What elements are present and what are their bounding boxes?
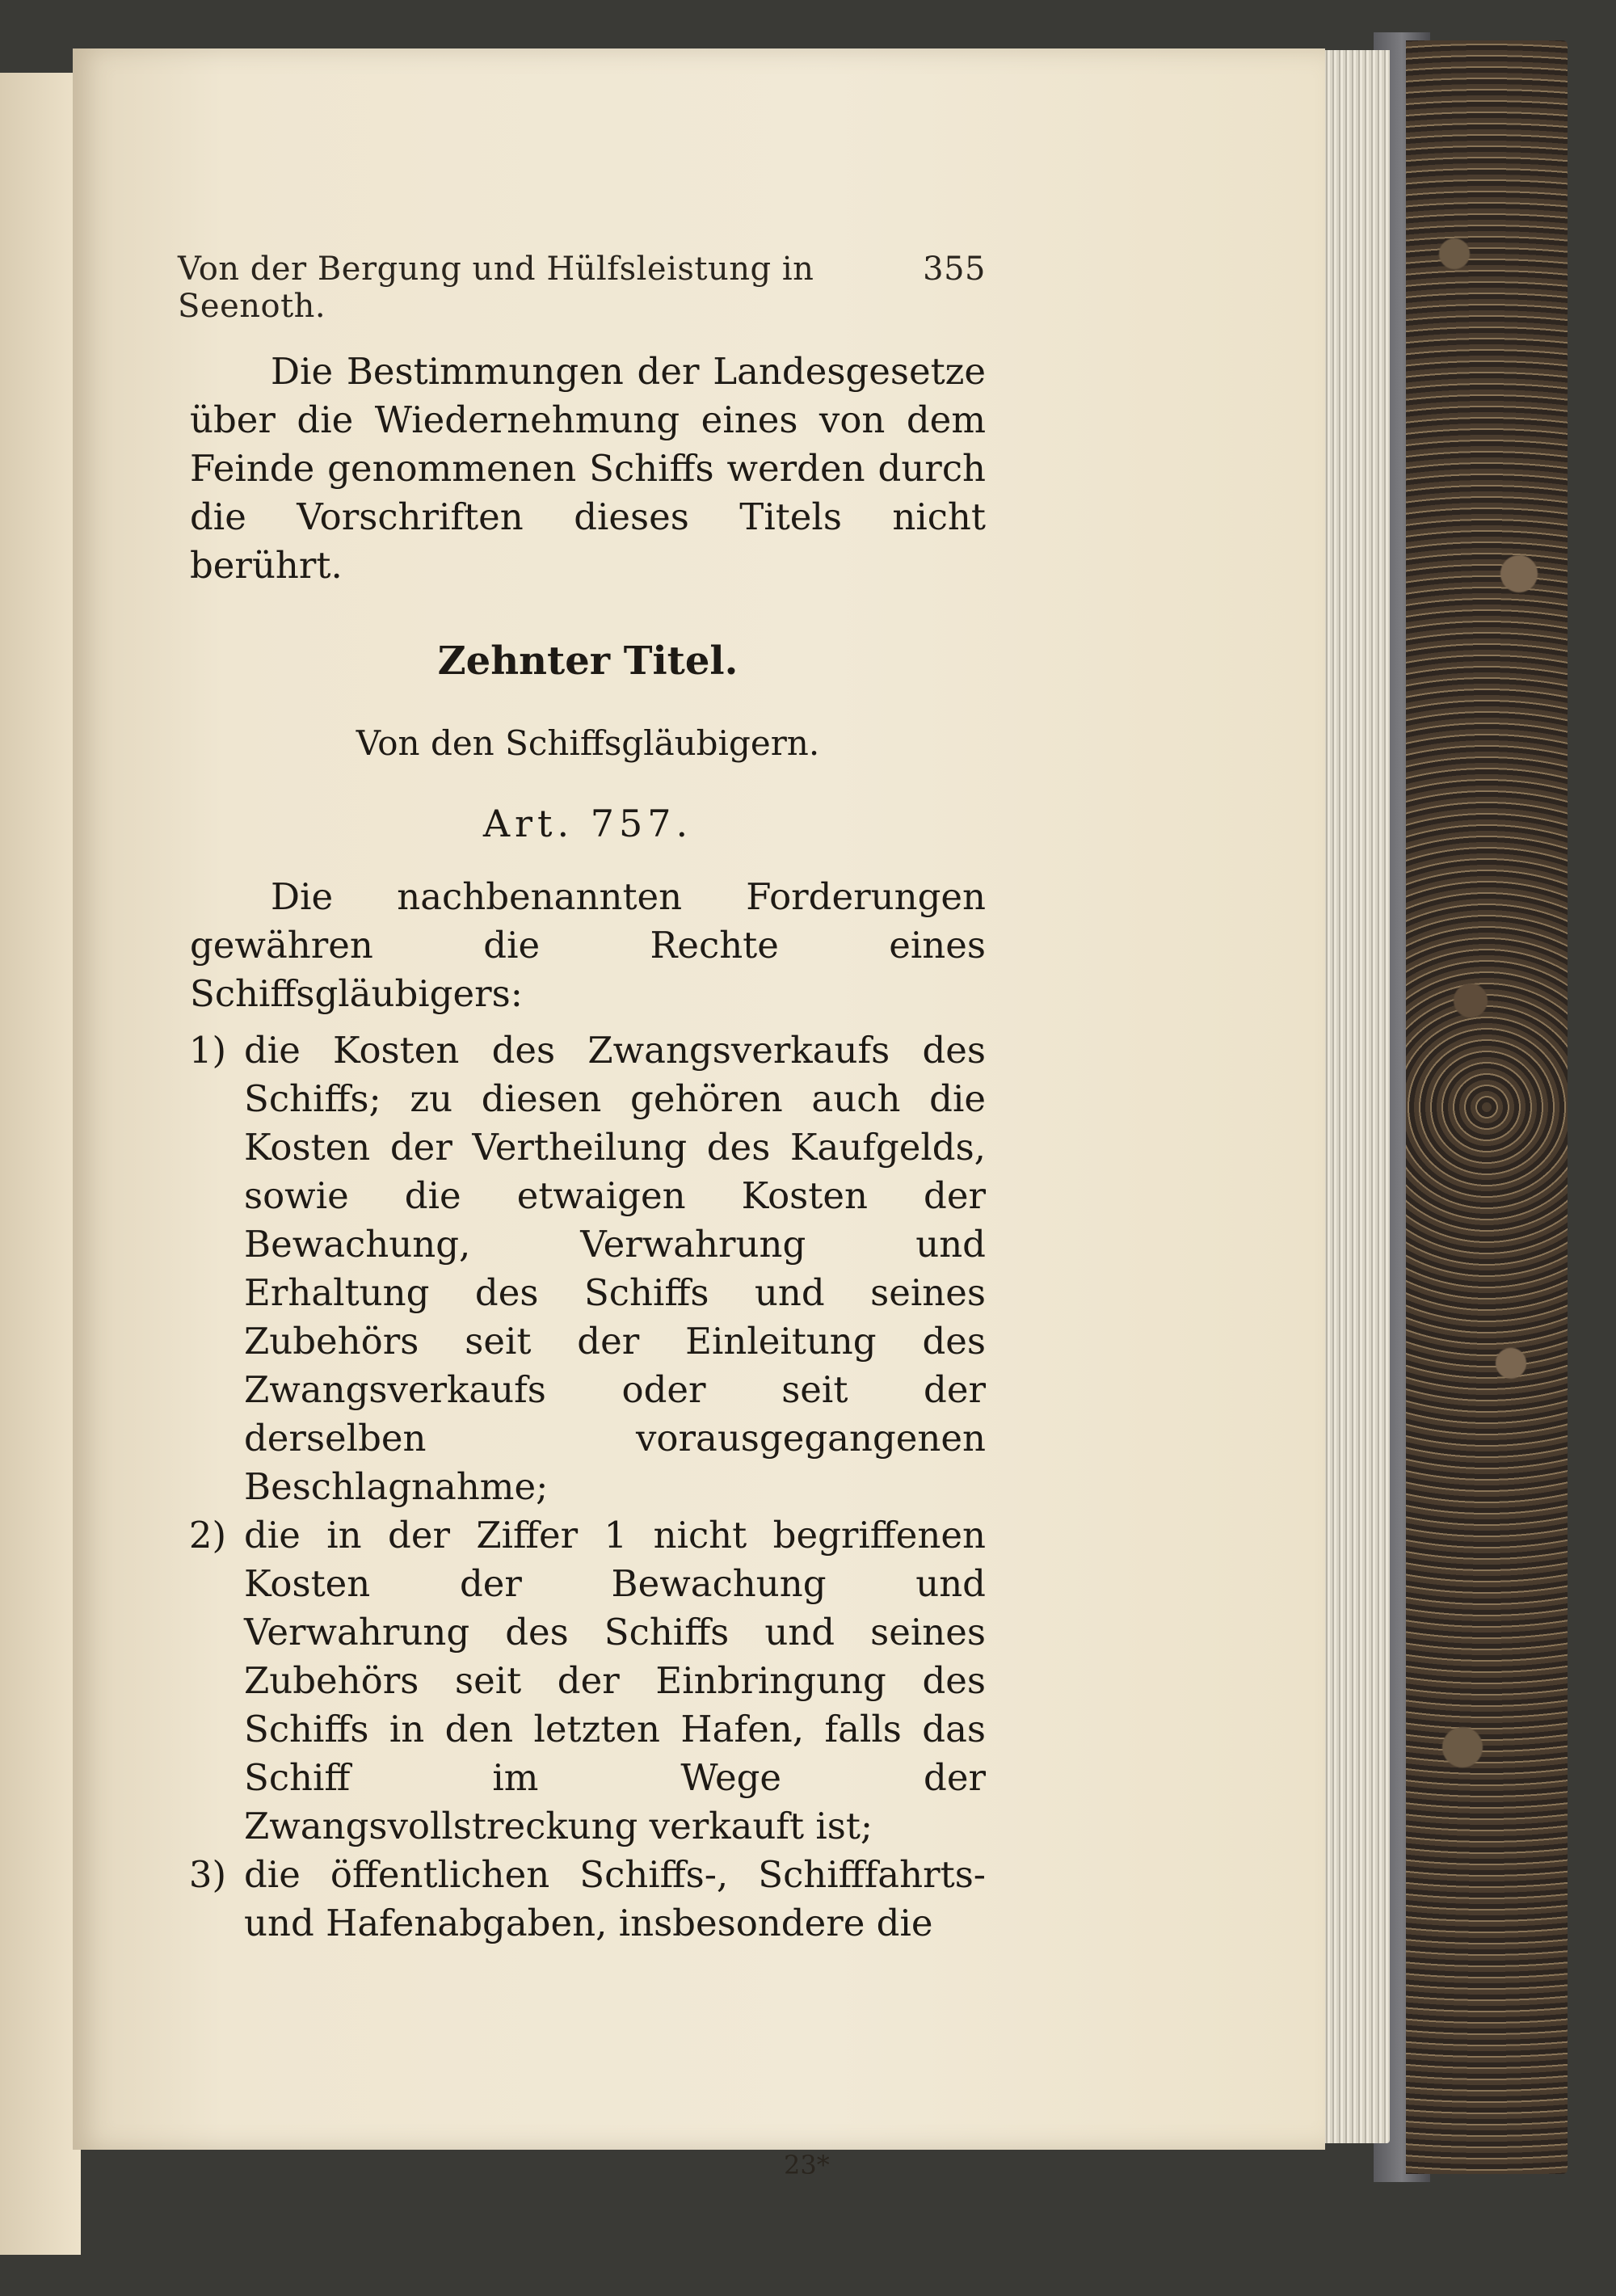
intro-paragraph: Die Bestimmungen der Landesgesetze über die Wiedernehmung eines von dem Feinde genommenen Schiffs werden durch die Vorschriften dieses Titels nicht berührt. <box>190 350 986 587</box>
article-heading: Art. 757. <box>482 802 693 845</box>
list-item <box>162 1851 986 1948</box>
section-title: Zehnter Titel. <box>437 638 739 684</box>
item-number: 1) <box>188 1029 226 1072</box>
list-item <box>162 1511 986 1851</box>
running-head <box>178 251 986 325</box>
article-heading-block <box>190 802 986 845</box>
article-intro: Die nachbenannten Forderungen gewähren die Rechte eines Schiffsgläubigers: <box>190 875 986 1015</box>
left-page-edge <box>0 73 81 2255</box>
item-text: die Kosten des Zwangsverkaufs des Schiffs; zu diesen gehören auch die Kosten der Vertheilung des Kaufgelds, sowie die etwaigen Kosten der Bewachung, Verwahrung und Erhaltung des Schiffs und seines Zubehörs seit der Einleitung des Zwangsverkaufs oder seit der derselben vorausgegangenen Beschlagnahme; <box>244 1029 986 1508</box>
section-title-block <box>190 638 986 684</box>
section-subtitle-block <box>190 723 986 763</box>
item-text: die öffentlichen Schiffs-, Schifffahrts- und Hafenabgaben, insbesondere die <box>244 1853 986 1944</box>
intro-block <box>190 348 986 590</box>
article-intro-block <box>190 873 986 1018</box>
list-item <box>162 1026 986 1511</box>
signature-mark: 23* <box>784 2150 830 2180</box>
item-number: 3) <box>188 1853 226 1896</box>
item-text: die in der Ziffer 1 nicht begriffenen Kosten der Bewachung und Verwahrung des Schiffs und seines Zubehörs seit der Einbringung des Schiffs in den letzten Hafen, falls das Schiff im Wege der Zwangsvollstreckung verkauft ist; <box>244 1514 986 1847</box>
page-number: 355 <box>923 251 986 288</box>
marbled-cover <box>1406 40 1568 2174</box>
items-list <box>162 1026 986 1948</box>
page-edges <box>1317 50 1390 2143</box>
running-title: Von der Bergung und Hülfsleistung in Seenoth. <box>178 251 814 325</box>
section-subtitle: Von den Schiffsgläubigern. <box>356 723 820 763</box>
item-number: 2) <box>188 1514 226 1557</box>
